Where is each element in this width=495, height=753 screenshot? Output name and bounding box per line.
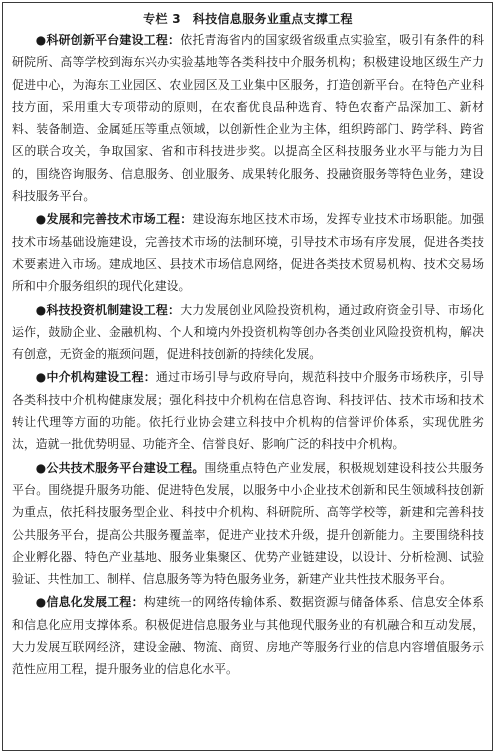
section-body: 通过市场引导与政府导向，规范科技中介服务市场秩序，引导各类科技中介机构健康发展；强化科技中介机构在信息咨询、科技评估、技术市场和技术转让代理等方面的功能。依托行业协会建立科技中介机构的信誉评价体系，实现优胜劣汰，造就一批优势明显、功能齐全、信誉良好、影响广泛的科技中介机构。	[12, 370, 484, 452]
box-label: 专栏 3	[143, 12, 181, 26]
section-investment-mechanism	[12, 299, 484, 366]
section-intermediary	[12, 366, 484, 455]
section-heading: 发展和完善技术市场工程：	[46, 212, 193, 227]
bullet-icon: ●	[35, 33, 47, 47]
section-heading: 信息化发展工程：	[46, 595, 144, 610]
section-body: 大力发展创业风险投资机构，通过政府资金引导、市场化运作，鼓励企业、金融机构、个人和境内外投资机构等创办各类创业风险投资机构，解决有创意，无资金的瓶颈问题，促进科技创新的持续化发展。	[12, 302, 484, 362]
section-heading: 中介机构建设工程：	[46, 370, 156, 385]
bullet-icon: ●	[35, 212, 47, 227]
section-research-platform	[12, 29, 484, 207]
feature-box	[2, 2, 493, 751]
section-heading: 公共技术服务平台建设工程。	[46, 460, 205, 475]
section-tech-market	[12, 208, 484, 297]
bullet-icon: ●	[35, 302, 47, 317]
bullet-icon: ●	[35, 595, 47, 610]
bullet-icon: ●	[35, 370, 47, 385]
section-heading: 科研创新平台建设工程：	[46, 33, 181, 47]
section-informatization	[12, 591, 484, 680]
box-title-text: 科技信息服务业重点支撑工程	[192, 12, 353, 26]
box-title	[12, 9, 484, 29]
bullet-icon: ●	[35, 460, 47, 475]
section-heading: 科技投资机制建设工程：	[46, 302, 181, 317]
section-body: 建设海东地区技术市场，发挥专业技术市场职能。加强技术市场基础设施建设，完善技术市场的法制环境，引导技术市场有序发展，促进各类技术要素进入市场。建成地区、县技术市场信息网络，促进各类技术贸易机构、技术交易场所和中介服务组织的现代化建设。	[12, 212, 484, 294]
section-public-service-platform	[12, 457, 484, 591]
section-body: 构建统一的网络传输体系、数据资源与储备体系、信息安全体系和信息化应用支撑体系。积极促进信息服务业与其他现代服务业的有机融合和互动发展，大力发展互联网经济，建设金融、物流、商贸、房地产等服务行业的信息内容增值服务示范性应用工程，提升服务业的信息化水平。	[12, 595, 484, 677]
section-body: 围绕重点特色产业发展，积极规划建设科技公共服务平台。围绕提升服务功能、促进特色发展，以服务中小企业技术创新和民生领域科技创新为重点，依托科技服务型企业、科技中介机构、科研院所、高等学校等，新建和完善科技公共服务平台，提高公共服务覆盖率，促进产业技术升级，提升创新能力。主要围绕科技企业孵化器、特色产业基地、服务业集聚区、优势产业链建设，以设计、分析检测、试验验证、共性加工、制样、信息服务等为特色服务业务，新建产业共性技术服务平台。	[12, 460, 484, 587]
section-body: 依托青海省内的国家级省级重点实验室，吸引有条件的科研院所、高等学校到海东兴办实验基地等各类科技中介服务机构；积极建设地区级生产力促进中心，为海东工业园区、农业园区及工业集中区服务，打造创新平台。在特色产业科技方面，采用重大专项带动的原则，在农畜优良品种选育、特色农畜产品深加工、新材料、装备制造、金属延压等重点领域，以创新性企业为主体，组织跨部门、跨学科、跨省区的联合攻关，争取国家、省和市科技进步奖。以提高全区科技服务业水平与能力为目的，围绕咨询服务、信息服务、创业服务、成果转化服务、投融资服务等特色业务，建设科技服务平台。	[12, 33, 484, 204]
